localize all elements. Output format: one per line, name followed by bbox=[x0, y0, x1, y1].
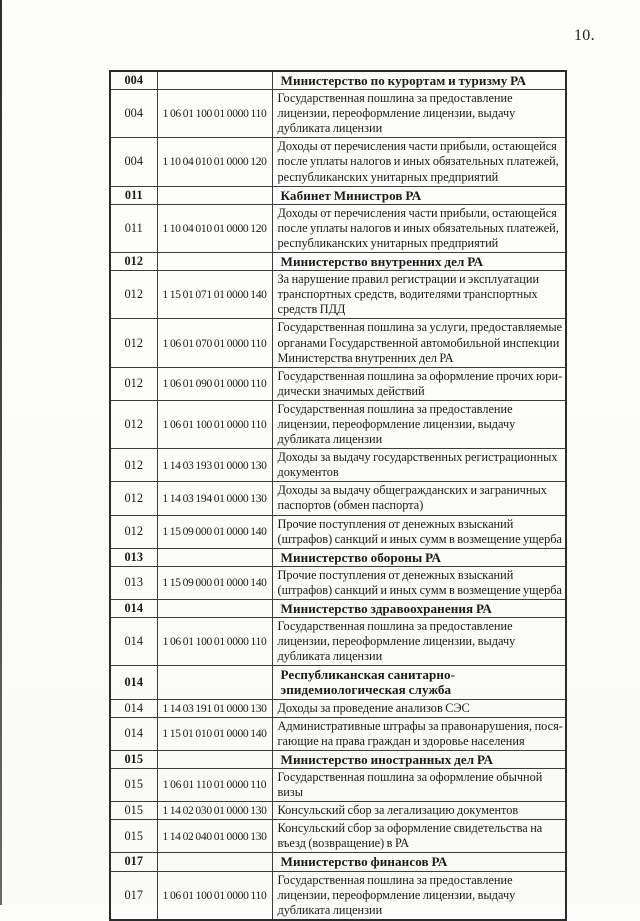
description-cell: Прочие поступления от денежных взысканий (штрафов) санкций и иных сумм в возмещение ущерба bbox=[272, 566, 566, 599]
description-cell: Государственная пошлина за предоставление лицензии, переоформление лицензии, выдачу дубликата лицензии bbox=[272, 90, 566, 138]
budget-code-cell: 1 14 03 191 01 0000 130 bbox=[157, 699, 272, 717]
agency-code-cell: 015 bbox=[110, 750, 157, 768]
agency-code-cell: 017 bbox=[110, 853, 157, 871]
description-cell: За нарушение правил регистрации и эксплуатации транспортных средств, водителями транспортных средств ПДД bbox=[272, 271, 566, 319]
budget-code-cell: 1 06 01 100 01 0000 110 bbox=[157, 871, 272, 920]
table-row bbox=[110, 138, 566, 186]
table-row bbox=[110, 367, 566, 400]
budget-revenue-table bbox=[109, 70, 567, 921]
section-title-cell: Министерство по курортам и туризму РА bbox=[272, 71, 566, 90]
agency-code-cell: 012 bbox=[110, 319, 157, 367]
agency-code-cell: 014 bbox=[110, 717, 157, 750]
empty-kbk-cell bbox=[157, 253, 272, 271]
description-cell: Государственная пошлина за предоставление лицензии, переоформление лицензии, выдачу дубликата лицензии bbox=[272, 871, 566, 920]
table-body bbox=[110, 71, 566, 920]
section-row bbox=[110, 666, 566, 699]
table-row bbox=[110, 768, 566, 801]
agency-code-cell: 013 bbox=[110, 548, 157, 566]
empty-kbk-cell bbox=[157, 186, 272, 204]
section-title-cell: Министерство финансов РА bbox=[272, 853, 566, 871]
budget-code-cell: 1 06 01 100 01 0000 110 bbox=[157, 618, 272, 666]
agency-code-cell: 012 bbox=[110, 253, 157, 271]
section-row bbox=[110, 71, 566, 90]
section-title-cell: Министерство здравоохранения РА bbox=[272, 600, 566, 618]
empty-kbk-cell bbox=[157, 71, 272, 90]
empty-kbk-cell bbox=[157, 750, 272, 768]
empty-kbk-cell bbox=[157, 666, 272, 699]
agency-code-cell: 014 bbox=[110, 618, 157, 666]
agency-code-cell: 015 bbox=[110, 820, 157, 853]
agency-code-cell: 017 bbox=[110, 871, 157, 920]
section-title-cell: Министерство внутренних дел РА bbox=[272, 253, 566, 271]
section-title-cell: Кабинет Министров РА bbox=[272, 186, 566, 204]
budget-code-cell: 1 06 01 070 01 0000 110 bbox=[157, 319, 272, 367]
agency-code-cell: 015 bbox=[110, 768, 157, 801]
agency-code-cell: 011 bbox=[110, 186, 157, 204]
description-cell: Государственная пошлина за предоставление лицензии, переоформление лицензии, выдачу дубликата лицензии bbox=[272, 618, 566, 666]
agency-code-cell: 015 bbox=[110, 802, 157, 820]
table-row bbox=[110, 618, 566, 666]
description-cell: Государственная пошлина за оформление прочих юри-дически значимых действий bbox=[272, 367, 566, 400]
table-row bbox=[110, 871, 566, 920]
budget-code-cell: 1 15 01 010 01 0000 140 bbox=[157, 717, 272, 750]
scan-edge-artifact bbox=[0, 0, 2, 905]
budget-code-cell: 1 15 09 000 01 0000 140 bbox=[157, 566, 272, 599]
table-row bbox=[110, 400, 566, 448]
description-cell: Консульский сбор за оформление свидетельства на въезд (возвращение) в РА bbox=[272, 820, 566, 853]
agency-code-cell: 014 bbox=[110, 699, 157, 717]
agency-code-cell: 012 bbox=[110, 515, 157, 548]
description-cell: Государственная пошлина за предоставление лицензии, переоформление лицензии, выдачу дубликата лицензии bbox=[272, 400, 566, 448]
description-cell: Государственная пошлина за услуги, предоставляемые органами Государственной автомобильной инспекции Министерства внутренних дел РА bbox=[272, 319, 566, 367]
budget-code-cell: 1 14 02 030 01 0000 130 bbox=[157, 802, 272, 820]
agency-code-cell: 012 bbox=[110, 400, 157, 448]
empty-kbk-cell bbox=[157, 853, 272, 871]
table-row bbox=[110, 271, 566, 319]
section-row bbox=[110, 600, 566, 618]
agency-code-cell: 004 bbox=[110, 90, 157, 138]
agency-code-cell: 012 bbox=[110, 367, 157, 400]
section-row bbox=[110, 253, 566, 271]
section-title-cell: Республиканская санитарно-эпидемиологическая служба bbox=[272, 666, 566, 699]
agency-code-cell: 014 bbox=[110, 600, 157, 618]
budget-code-cell: 1 14 03 194 01 0000 130 bbox=[157, 482, 272, 515]
budget-code-cell: 1 06 01 100 01 0000 110 bbox=[157, 400, 272, 448]
table-row bbox=[110, 449, 566, 482]
budget-code-cell: 1 15 01 071 01 0000 140 bbox=[157, 271, 272, 319]
table-row bbox=[110, 204, 566, 252]
description-cell: Доходы от перечисления части прибыли, остающейся после уплаты налогов и иных обязательных платежей, республиканских унитарных предприятий bbox=[272, 204, 566, 252]
agency-code-cell: 012 bbox=[110, 482, 157, 515]
agency-code-cell: 014 bbox=[110, 666, 157, 699]
table-row bbox=[110, 699, 566, 717]
table-row bbox=[110, 90, 566, 138]
description-cell: Прочие поступления от денежных взысканий (штрафов) санкций и иных сумм в возмещение ущерба bbox=[272, 515, 566, 548]
table-row bbox=[110, 515, 566, 548]
table-row bbox=[110, 566, 566, 599]
agency-code-cell: 004 bbox=[110, 71, 157, 90]
description-cell: Доходы за выдачу общегражданских и заграничных паспортов (обмен паспорта) bbox=[272, 482, 566, 515]
budget-code-cell: 1 06 01 110 01 0000 110 bbox=[157, 768, 272, 801]
table-row bbox=[110, 319, 566, 367]
description-cell: Государственная пошлина за оформление обычной визы bbox=[272, 768, 566, 801]
empty-kbk-cell bbox=[157, 600, 272, 618]
section-row bbox=[110, 548, 566, 566]
agency-code-cell: 004 bbox=[110, 138, 157, 186]
description-cell: Доходы от перечисления части прибыли, остающейся после уплаты налогов и иных обязательных платежей, республиканских унитарных предприятий bbox=[272, 138, 566, 186]
agency-code-cell: 012 bbox=[110, 449, 157, 482]
description-cell: Консульский сбор за легализацию документов bbox=[272, 802, 566, 820]
table-row bbox=[110, 820, 566, 853]
agency-code-cell: 012 bbox=[110, 271, 157, 319]
agency-code-cell: 011 bbox=[110, 204, 157, 252]
budget-code-cell: 1 15 09 000 01 0000 140 bbox=[157, 515, 272, 548]
description-cell: Административные штрафы за правонарушения, пося-гающие на права граждан и здоровье населения bbox=[272, 717, 566, 750]
table-row bbox=[110, 717, 566, 750]
section-title-cell: Министерство обороны РА bbox=[272, 548, 566, 566]
description-cell: Доходы за выдачу государственных регистрационных документов bbox=[272, 449, 566, 482]
budget-code-cell: 1 10 04 010 01 0000 120 bbox=[157, 138, 272, 186]
section-title-cell: Министерство иностранных дел РА bbox=[272, 750, 566, 768]
section-row bbox=[110, 853, 566, 871]
table-row bbox=[110, 802, 566, 820]
budget-code-cell: 1 06 01 100 01 0000 110 bbox=[157, 90, 272, 138]
section-row bbox=[110, 186, 566, 204]
description-cell: Доходы за проведение анализов СЭС bbox=[272, 699, 566, 717]
section-row bbox=[110, 750, 566, 768]
table-row bbox=[110, 482, 566, 515]
budget-code-cell: 1 10 04 010 01 0000 120 bbox=[157, 204, 272, 252]
budget-code-cell: 1 06 01 090 01 0000 110 bbox=[157, 367, 272, 400]
agency-code-cell: 013 bbox=[110, 566, 157, 599]
budget-code-cell: 1 14 02 040 01 0000 130 bbox=[157, 820, 272, 853]
page-number: 10. bbox=[574, 27, 595, 44]
budget-code-cell: 1 14 03 193 01 0000 130 bbox=[157, 449, 272, 482]
empty-kbk-cell bbox=[157, 548, 272, 566]
